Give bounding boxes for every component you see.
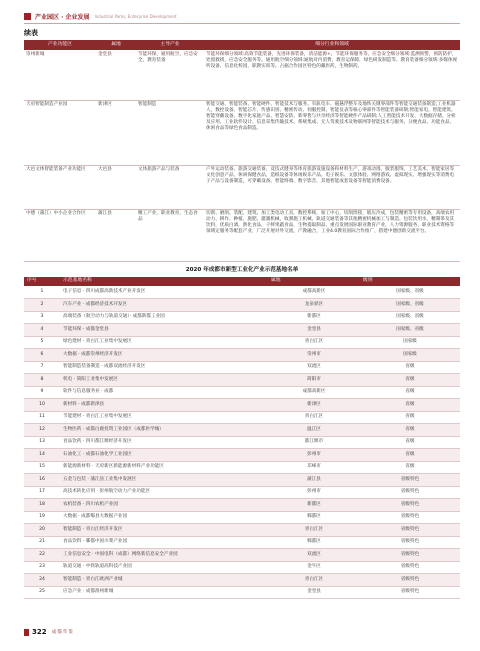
zone-cell: 天府智能制造产业园: [24, 100, 96, 165]
table-row: [24, 436, 460, 449]
base-name-cell: 高端装备（航空动力与轨道交通）· 成都新都工业园: [60, 311, 268, 324]
level-cell: 省级: [360, 411, 460, 424]
base-name-cell: 石油化工 · 成都石油化学工业园区: [60, 449, 268, 462]
row-number-cell: 16: [24, 474, 60, 487]
base-name-cell: 新能源新材料 · 天府新区新能源新材料产业功能区: [60, 461, 268, 474]
industrial-zone-table: [24, 40, 460, 262]
level-cell: 国家级、省级: [360, 324, 460, 337]
location-cell: 双流区: [268, 549, 360, 562]
base-name-cell: 工业信息安全 · 中国电科（成都）网络新信息安全产业园: [60, 549, 268, 562]
row-number-cell: 13: [24, 436, 60, 449]
location-cell: 金牛区: [268, 561, 360, 574]
page-number: 322: [32, 628, 47, 636]
row-number-cell: 7: [24, 361, 60, 374]
table-row: [24, 286, 460, 299]
location-cell: 龙泉驿区: [268, 299, 360, 312]
zone-cell: 大邑文体智能装备产业功能区: [24, 165, 96, 209]
level-cell: 省级: [360, 386, 460, 399]
location-cell: 新津区: [268, 399, 360, 412]
row-number-cell: 17: [24, 486, 60, 499]
detail-cell: 节能环保细分领域:高效节能装备，先进环保装备，清洁能源+，节能环保服务等。应急安全细分领域:监测预警，预防防护，处置救援，应急安全服务等。通用航空细分领域:通航对内消费，教育运保障，绿色研发制造等。教育装备细分领域:多媒体视听设备，信息化校园，职教实训等。占据合作园区特色的藏医药，生物制药。: [204, 50, 460, 100]
row-number-cell: 25: [24, 586, 60, 599]
level-cell: 省级特色: [360, 524, 460, 537]
location-cell: 成都高新区: [268, 286, 360, 299]
table2-col-name: 示范基地名称: [60, 277, 268, 286]
level-cell: 国家级、省级: [360, 286, 460, 299]
table-row: [24, 100, 460, 165]
location-cell: 青白江区: [268, 524, 360, 537]
demo-base-table: [24, 277, 460, 599]
level-cell: 省级特色: [360, 499, 460, 512]
section-title-en: Industrial Parks, Enterprise Development: [94, 13, 177, 19]
location-cell: 彭州市: [268, 449, 360, 462]
table-row: [24, 299, 460, 312]
location-cell: 新都区: [268, 499, 360, 512]
location-cell: 蒲江县: [268, 474, 360, 487]
table1-header-row: [24, 40, 460, 50]
base-name-cell: 五金与包装 · 蒲江县工业集中发展区: [60, 474, 268, 487]
level-cell: 国家级: [360, 349, 460, 362]
detail-cell: 切削、磨削、装配、建筑、加工类电动工具，数控系统，加工中心，切削焊接，锻压冷成，包装精密等专用设备，高端农用动力、耕作、种植、施肥、灌溉机械，收割施工机械，轨道交通装备等其他精密机械加工与制造。包装饮用水，精制茶及其饮料，优质白酒，新化食品，干鲜果蔬食品，生物提取制品，重点发展国际职业教育产业，人力资源服务，职业技术资格等领域定服务等配套产业，广泛开展对外交流，产教融合，工业4.0教育国际合作推广，搭建中德创新交流平台。: [204, 209, 460, 261]
industry-cell: 文体旅游产品与装备: [136, 165, 204, 209]
base-name-cell: 节能环保 · 成都金堂县: [60, 324, 268, 337]
base-name-cell: 节能建材 · 青白江工业集中发展区: [60, 411, 268, 424]
table-row: [24, 486, 460, 499]
table-row: [24, 165, 460, 209]
row-number-cell: 4: [24, 324, 60, 337]
level-cell: 省级: [360, 461, 460, 474]
level-cell: 省级特色: [360, 574, 460, 587]
table-row: [24, 361, 460, 374]
section-title: 产业园区 · 企业发展: [35, 13, 90, 21]
row-number-cell: 3: [24, 311, 60, 324]
demo-base-table-title: 2020 年成都市新型工业化产业示范基地名单: [185, 267, 299, 273]
base-name-cell: 食品饮料 · 郫都中国川菜产业园: [60, 536, 268, 549]
row-number-cell: 18: [24, 499, 60, 512]
base-name-cell: 智能制造 · 青白江欧洲产业城: [60, 574, 268, 587]
base-name-cell: 智能制造装备制造 · 成都双流经济开发区: [60, 361, 268, 374]
row-number-cell: 10: [24, 399, 60, 412]
table-row: [24, 524, 460, 537]
industry-cell: 精工产业，职业教育，生态食品: [136, 209, 204, 261]
location-cell: 郫都区: [268, 511, 360, 524]
location-cell: 青白江区: [268, 336, 360, 349]
table-row: [24, 549, 460, 562]
table1-col-zone: 产业功能区: [24, 40, 96, 50]
table-row: [24, 574, 460, 587]
detail-cell: 智能交通、智能装备、智能硬件、智能技术与服务。有轨电车、磁悬浮整车及地铁关键零部件等智能交通装备制造;工业机器人、数控设备、智能芯片、传感识别、精密传动、伺服控制，智能仪表等核心零部件等智能装备研制;智能家电、智能建筑、智能穿戴设备、数字化家庭产品、智慧安防、新零售与共享经济等智能硬件产品研制;人工智能技术开发、大数据存储、分析及应用、工业软件设计、信息采集传输技术、系统集成、无人驾驶技术及物联网等智能技术与服务。分便食品、功能食品、休闲食品等绿色食品制造。: [204, 100, 460, 165]
table-row: [24, 50, 460, 100]
table2-header-row: [24, 277, 460, 286]
location-cell: 成都高新区: [268, 386, 360, 399]
base-name-cell: 机电 · 简阳工业集中发展区: [60, 374, 268, 387]
publication-name: 成都年鉴: [51, 630, 75, 635]
location-cell: 大邑县: [96, 165, 136, 209]
base-name-cell: 新材料 · 成都新津县: [60, 399, 268, 412]
row-number-cell: 5: [24, 336, 60, 349]
level-cell: 省级特色: [360, 549, 460, 562]
location-cell: 金堂县: [268, 324, 360, 337]
industry-cell: 节能环保，通用航空，应急安全，教育装备: [136, 50, 204, 100]
location-cell: 青白江区: [268, 411, 360, 424]
table1-col-detail: 细分行业和领域: [204, 40, 460, 50]
row-number-cell: 24: [24, 574, 60, 587]
level-cell: 省级: [360, 424, 460, 437]
base-name-cell: 软件与信息服务业 · 成都: [60, 386, 268, 399]
level-cell: 国家级、省级: [360, 311, 460, 324]
row-number-cell: 2: [24, 299, 60, 312]
level-cell: 省级: [360, 374, 460, 387]
location-cell: 青白江区: [268, 574, 360, 587]
footer-marker-icon: [24, 629, 29, 636]
level-cell: 省级: [360, 436, 460, 449]
table2-col-no: 序号: [24, 277, 60, 286]
header-divider: [24, 23, 460, 24]
base-name-cell: 轨道交通 · 中铁轨道高科技产业园: [60, 561, 268, 574]
row-number-cell: 8: [24, 374, 60, 387]
row-number-cell: 1: [24, 286, 60, 299]
base-name-cell: 生物医药 · 成都白鹿投资工业园区（成都医学城）: [60, 424, 268, 437]
table-row: [24, 499, 460, 512]
table-row: [24, 424, 460, 437]
location-cell: 金堂县: [96, 50, 136, 100]
running-header: [24, 10, 460, 22]
row-number-cell: 14: [24, 449, 60, 462]
table-row: [24, 209, 460, 261]
level-cell: 省级: [360, 449, 460, 462]
base-name-cell: 大数据 · 成都崇州经济开发区: [60, 349, 268, 362]
section-marker-icon: [24, 13, 31, 20]
location-cell: 彭州市: [268, 486, 360, 499]
location-cell: 郫都区: [268, 536, 360, 549]
table2-col-level: 级别: [360, 277, 460, 286]
table-row: [24, 399, 460, 412]
table-row: [24, 324, 460, 337]
base-name-cell: 电子信息 · 四川成都高新技术产业开发区: [60, 286, 268, 299]
base-name-cell: 绿色建材 · 青白江工业集中发展区: [60, 336, 268, 349]
row-number-cell: 20: [24, 524, 60, 537]
location-cell: 金堂县: [268, 586, 360, 599]
page-footer: [24, 626, 74, 638]
level-cell: 省级特色: [360, 561, 460, 574]
base-name-cell: 汽车产业 · 成都经济技术开发区: [60, 299, 268, 312]
level-cell: 省级特色: [360, 511, 460, 524]
level-cell: 国家级: [360, 336, 460, 349]
location-cell: 邛崃市: [268, 461, 360, 474]
table-row: [24, 349, 460, 362]
table-row: [24, 461, 460, 474]
table-row: [24, 386, 460, 399]
row-number-cell: 12: [24, 424, 60, 437]
base-name-cell: 大数据 · 成都郫县大数据产业园: [60, 511, 268, 524]
location-cell: 温江区: [268, 424, 360, 437]
table-row: [24, 536, 460, 549]
row-number-cell: 22: [24, 549, 60, 562]
table2-col-loc: 属地: [268, 277, 360, 286]
location-cell: 双流区: [268, 361, 360, 374]
level-cell: 省级: [360, 361, 460, 374]
table1-col-industry: 主导产业: [136, 40, 204, 50]
table-row: [24, 374, 460, 387]
level-cell: 省级特色: [360, 586, 460, 599]
location-cell: 新都区: [268, 311, 360, 324]
continued-label: 续表: [24, 29, 38, 37]
table1-col-location: 属地: [96, 40, 136, 50]
base-name-cell: 食品饮药 · 四川都江堰经济开发区: [60, 436, 268, 449]
base-name-cell: 农机装备 · 四川农机产业园: [60, 499, 268, 512]
row-number-cell: 11: [24, 411, 60, 424]
base-name-cell: 高技术转化应用 · 彭州航空动力产业功能区: [60, 486, 268, 499]
row-number-cell: 15: [24, 461, 60, 474]
industry-cell: 智能制造: [136, 100, 204, 165]
row-number-cell: 6: [24, 349, 60, 362]
zone-cell: 中德（蒲江）中小企业合作区: [24, 209, 96, 261]
level-cell: 省级: [360, 399, 460, 412]
table-row: [24, 561, 460, 574]
detail-cell: 户外运动装备、旅游交通装备，竞技式健身等体育旅游设施设备和材料生产，游戏动漫，服装服饰，工艺美术，智能家居等文化创意产品，休闲保健食品，造纸设备等休闲娱乐产品，电子娱乐、文旅体验、网络游戏、虚拟现实、增强现实等消费电子产品与设备制造，可穿戴设备、智能终端、数字影音，其他智能成套设备等智能消费设备。: [204, 165, 460, 209]
row-number-cell: 19: [24, 511, 60, 524]
table-row: [24, 511, 460, 524]
level-cell: 省级特色: [360, 486, 460, 499]
base-name-cell: 智能制造 · 青白江经济开发区: [60, 524, 268, 537]
location-cell: 蒲江县: [96, 209, 136, 261]
location-cell: 都江堰市: [268, 436, 360, 449]
demo-base-table-body: [24, 286, 460, 599]
base-name-cell: 应急产业 · 成都淮州新城: [60, 586, 268, 599]
location-cell: 崇州市: [268, 349, 360, 362]
level-cell: 省级特色: [360, 536, 460, 549]
table-row: [24, 336, 460, 349]
level-cell: 省级特色: [360, 474, 460, 487]
table-row: [24, 586, 460, 599]
location-cell: 新津区: [96, 100, 136, 165]
row-number-cell: 21: [24, 536, 60, 549]
level-cell: 国家级、省级: [360, 299, 460, 312]
location-cell: 简阳市: [268, 374, 360, 387]
table-row: [24, 449, 460, 462]
table-row: [24, 311, 460, 324]
zone-cell: 崇州新城: [24, 50, 96, 100]
row-number-cell: 23: [24, 561, 60, 574]
table-row: [24, 411, 460, 424]
table-row: [24, 474, 460, 487]
row-number-cell: 9: [24, 386, 60, 399]
